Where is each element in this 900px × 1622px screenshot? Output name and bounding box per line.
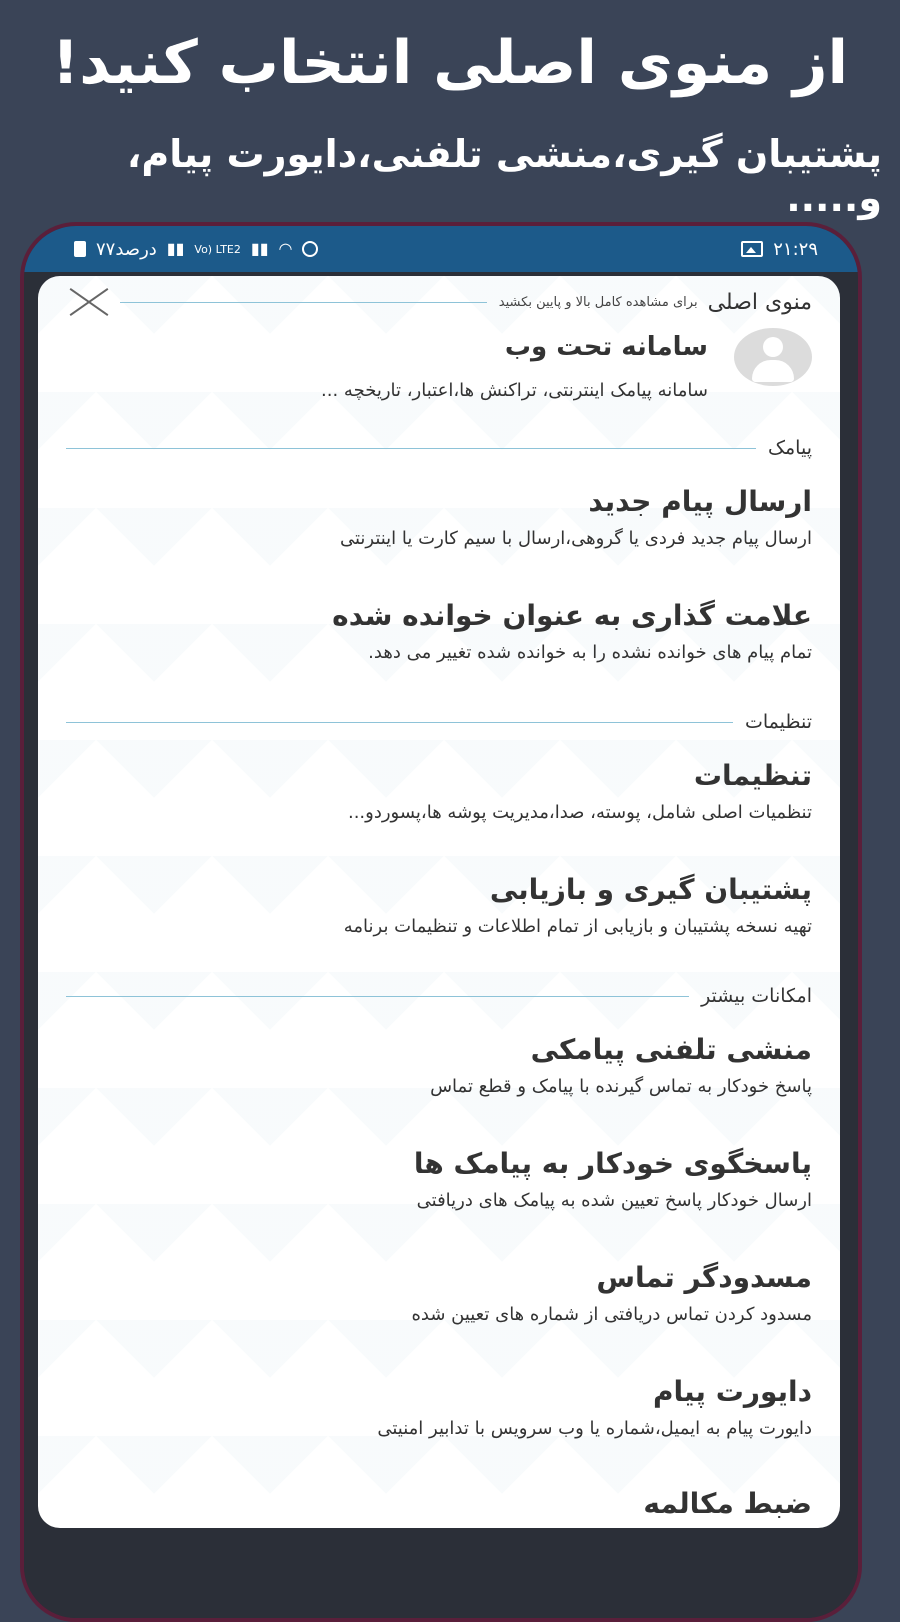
menu-item-desc: ارسال پیام جدید فردی یا گروهی،ارسال با سیم کارت یا اینترنتی [339, 528, 812, 549]
menu-item-send-new-message[interactable] [66, 482, 812, 549]
menu-item-call-blocker[interactable] [66, 1258, 812, 1325]
divider [66, 722, 733, 723]
phone-frame [20, 222, 862, 1622]
wifi-icon: ◠ [278, 239, 293, 258]
status-bar-left [74, 239, 318, 260]
menu-item-desc: تهیه نسخه پشتیبان و بازیابی از تمام اطلاعات و تنظیمات برنامه [343, 916, 812, 937]
menu-item-title: تنظیمات [693, 759, 812, 792]
menu-item-call-recording[interactable] [66, 1484, 812, 1524]
status-bar-right [741, 239, 818, 260]
menu-item-title: منشی تلفنی پیامکی [530, 1033, 812, 1066]
section-label: امکانات بیشتر [701, 985, 812, 1007]
menu-item-desc: مسدود کردن تماس دریافتی از شماره های تعیین شده [411, 1304, 812, 1325]
menu-item-title: دایورت پیام [652, 1375, 812, 1408]
menu-item-title: علامت گذاری به عنوان خوانده شده [332, 599, 812, 632]
signal-icon: ▮▮ [166, 239, 185, 258]
section-label: پیامک [768, 437, 812, 459]
battery-icon [74, 241, 86, 257]
network-label: Vo) LTE2 [194, 242, 241, 256]
divider [120, 302, 487, 303]
menu-item-desc: تمام پیام های خوانده نشده را به خوانده شده تغییر می دهد. [368, 642, 812, 663]
status-bar [24, 226, 858, 272]
gallery-icon [741, 241, 763, 257]
menu-item-title: ضبط مکالمه [643, 1487, 812, 1520]
section-label: تنظیمات [744, 711, 812, 733]
menu-item-title: پشتیبان گیری و بازیابی [489, 873, 812, 906]
section-header-settings [66, 708, 812, 736]
menu-item-title: مسدودگر تماس [596, 1261, 812, 1294]
status-time: ۲۱:۲۹ [773, 238, 818, 260]
drawer-header [66, 284, 812, 320]
divider [66, 996, 689, 997]
menu-item-settings[interactable] [66, 756, 812, 823]
menu-item-title: پاسخگوی خودکار به پیامک ها [413, 1147, 812, 1180]
menu-item-title: ارسال پیام جدید [588, 485, 812, 518]
menu-item-message-divert[interactable] [66, 1372, 812, 1439]
alarm-icon [302, 241, 318, 257]
menu-item-desc: ارسال خودکار پاسخ تعیین شده به پیامک های دریافتی [416, 1190, 812, 1211]
profile-description: سامانه پیامک اینترنتی، تراکنش ها،اعتبار، تاریخچه ... [321, 380, 708, 401]
menu-item-desc: دایورت پیام به ایمیل،شماره یا وب سرویس با تدابیر امنیتی [377, 1418, 812, 1439]
section-header-sms [66, 434, 812, 462]
menu-item-mark-as-read[interactable] [66, 596, 812, 663]
navigation-bar [24, 1532, 858, 1622]
close-icon[interactable] [66, 285, 108, 319]
profile-card[interactable] [158, 324, 812, 410]
avatar [734, 328, 812, 386]
menu-item-sms-answering-machine[interactable] [66, 1030, 812, 1097]
main-menu-drawer [38, 276, 840, 1528]
section-header-more-features [66, 982, 812, 1010]
promo-headline: از منوی اصلی انتخاب کنید! [51, 28, 849, 98]
menu-item-desc: پاسخ خودکار به تماس گیرنده با پیامک و قطع تماس [430, 1076, 812, 1097]
signal-icon: ▮▮ [250, 239, 269, 258]
drawer-title: منوی اصلی [707, 289, 812, 315]
menu-item-desc: تنظمیات اصلی شامل، پوسته، صدا،مدیریت پوشه ها،پسوردو... [347, 802, 812, 823]
drawer-hint: برای مشاهده کامل بالا و پایین بکشید [498, 294, 698, 310]
profile-name: سامانه تحت وب [504, 332, 708, 362]
divider [66, 448, 756, 449]
menu-item-sms-auto-reply[interactable] [66, 1144, 812, 1211]
battery-percent: ۷۷درصد [96, 238, 157, 260]
promo-subheadline: پشتیبان گیری،منشی تلفنی،دایورت پیام، و..... [126, 132, 882, 220]
menu-item-backup-restore[interactable] [66, 870, 812, 937]
